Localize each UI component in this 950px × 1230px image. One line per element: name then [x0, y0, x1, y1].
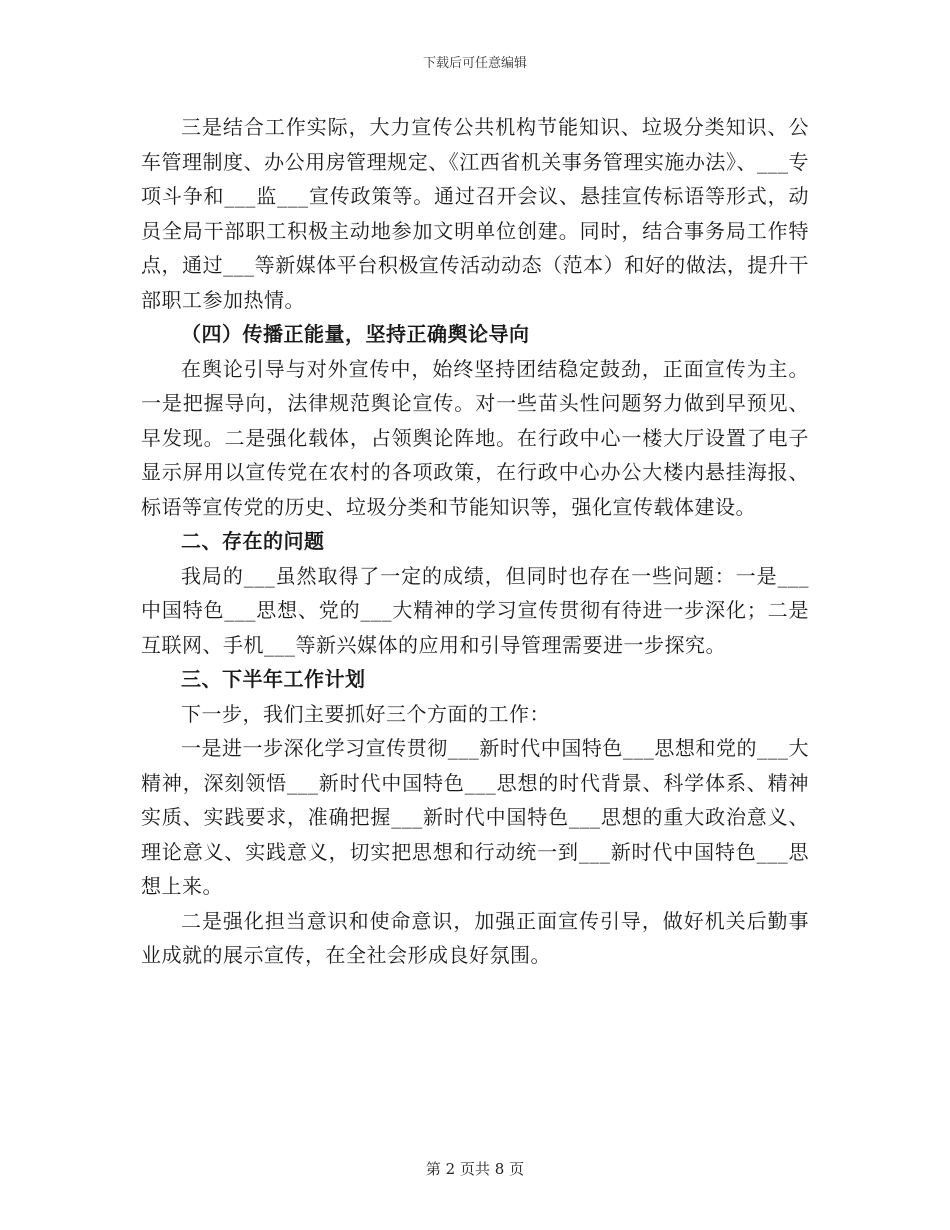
- section-heading-positive-energy: （四）传播正能量，坚持正确舆论导向: [181, 322, 530, 346]
- document-body: [141, 110, 809, 973]
- page-header: 下载后可任意编辑: [422, 56, 527, 71]
- paragraph-plan-intro: 下一步，我们主要抓好三个方面的工作：: [181, 701, 550, 726]
- section-heading-problems: 二、存在的问题: [181, 529, 325, 553]
- section-heading-plan: 三、下半年工作计划: [181, 667, 366, 691]
- page-number: 第 2 页共 8 页: [425, 1160, 525, 1178]
- paragraph-public-opinion: 在舆论引导与对外宣传中，始终坚持团结稳定鼓劲，正面宣传为主。一是把握导向，法律规范舆论宣传。对一些苗头性问题努力做到早预见、早发现。二是强化载体，占领舆论阵地。在行政中心一楼大厅设置了电子显示屏用以宣传党在农村的各项政策，在行政中心办公大楼内悬挂海报、标语等宣传党的历史、垃圾分类和节能知识等，强化宣传载体建设。: [141, 356, 809, 519]
- paragraph-plan-item-1: 一是进一步深化学习宣传贯彻___新时代中国特色___思想和党的___大精神，深刻领悟___新时代中国特色___思想的时代背景、科学体系、精神实质、实践要求，准确把握___新时代中国特色___思想的重大政治意义、理论意义、实践意义，切实把思想和行动统一到___新时代中国特色___思想上来。: [141, 736, 809, 898]
- paragraph-plan-item-2: 二是强化担当意识和使命意识，加强正面宣传引导，做好机关后勤事业成就的展示宣传，在全社会形成良好氛围。: [141, 908, 809, 967]
- paragraph-problems: 我局的___虽然取得了一定的成绩，但同时也存在一些问题：一是___中国特色___思想、党的___大精神的学习宣传贯彻有待进一步深化；二是互联网、手机___等新兴媒体的应用和引导管理需要进一步探究。: [141, 563, 809, 657]
- paragraph-publicity-policies: 三是结合工作实际，大力宣传公共机构节能知识、垃圾分类知识、公车管理制度、办公用房管理规定、《江西省机关事务管理实施办法》、___专项斗争和___监___宣传政策等。通过召开会议、悬挂宣传标语等形式，动员全局干部职工积极主动地参加文明单位创建。同时，结合事务局工作特点，通过___等新媒体平台积极宣传活动动态（范本）和好的做法，提升干部职工参加热情。: [141, 115, 809, 312]
